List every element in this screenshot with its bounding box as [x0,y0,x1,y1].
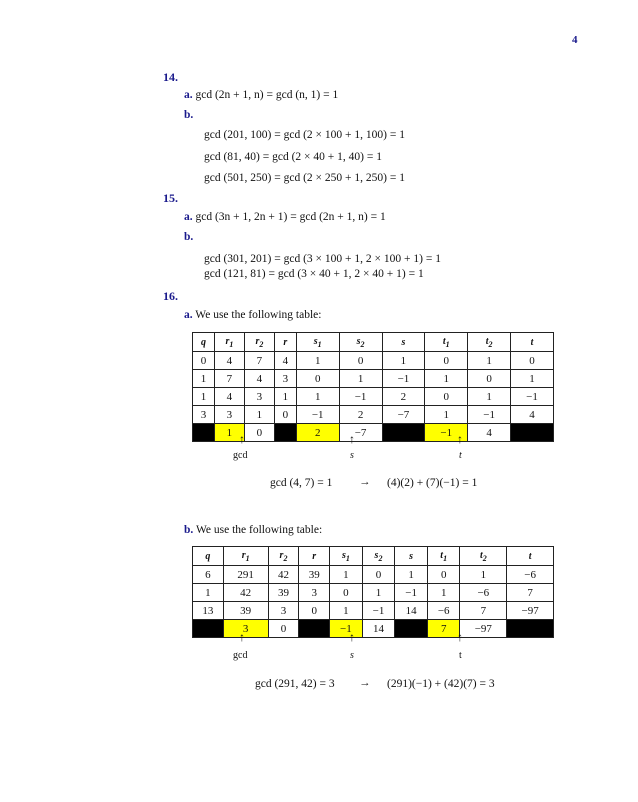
header-subscript: 1 [229,339,234,349]
arrow-gcd-b: ↑ [239,630,245,644]
label-gcd-a: gcd [233,450,248,461]
table-header-cell [427,547,460,566]
table-row [193,424,554,442]
q14-part-b [184,109,193,121]
table-row [193,388,554,406]
table-header-cell [223,547,268,566]
table-header-cell [468,333,511,352]
table-cell: 14 [362,620,395,638]
table-cell: −6 [460,584,507,602]
table-cell: 1 [511,370,554,388]
table-cell: 0 [511,352,554,370]
table-row [193,352,554,370]
q16-part-a [184,309,321,321]
table-cell: 1 [193,370,215,388]
table-cell: −7 [382,406,425,424]
q16-b-result-arrow: → [359,677,371,689]
table-cell: 39 [223,602,268,620]
table-cell: 0 [299,602,330,620]
header-symbol: s [341,549,346,561]
table-row [193,602,554,620]
table-cell: 4 [244,370,274,388]
header-subscript: 2 [378,553,383,563]
table-cell: 0 [296,370,339,388]
header-symbol: s [401,336,406,348]
q16-table-b [192,546,554,638]
q16-b-text: We use the following table: [195,524,323,536]
table-header-cell [274,333,296,352]
table-cell: 3 [223,620,268,638]
table-cell: 2 [296,424,339,442]
header-symbol: r [283,336,288,348]
q16-part-b [184,524,322,536]
header-symbol: q [200,336,206,348]
table-cell: −1 [362,602,395,620]
table-cell: 3 [214,406,244,424]
q15-part-a [184,211,386,223]
table-cell: −97 [507,602,554,620]
header-symbol: s [374,549,379,561]
header-subscript: 2 [360,339,365,349]
arrow-t-a: ↑ [457,432,463,446]
table-header-cell [382,333,425,352]
table-cell: −1 [330,620,363,638]
table-cell: 13 [193,602,224,620]
q15-part-b [184,231,193,243]
table-cell: 1 [468,352,511,370]
table-cell: 14 [395,602,428,620]
table-header-cell [362,547,395,566]
q16-table-a [192,332,554,442]
table-cell: 1 [274,388,296,406]
header-subscript: 1 [317,339,322,349]
table-header-cell [299,547,330,566]
header-symbol: s [313,335,318,347]
header-subscript: 2 [259,339,264,349]
table-cell [193,424,215,442]
table-cell: −97 [460,620,507,638]
table-cell: −7 [339,424,382,442]
table-header-cell [339,333,382,352]
table-cell [511,424,554,442]
table-cell: 0 [362,566,395,584]
table-cell: 0 [425,352,468,370]
table-cell: 6 [193,566,224,584]
table-cell: 2 [339,406,382,424]
table-cell: 3 [244,388,274,406]
header-symbol: t [530,336,534,348]
header-symbol: r [312,550,317,562]
table-cell: 4 [214,352,244,370]
header-subscript: 2 [488,339,493,349]
arrow-s-b: ↑ [349,630,355,644]
table-header-cell [507,547,554,566]
q14-b-line-1: gcd (201, 100) = gcd (2 × 100 + 1, 100) = 1 [204,129,405,141]
table-header-cell [193,333,215,352]
table-cell: 0 [425,388,468,406]
table-cell: 3 [274,370,296,388]
table-cell: 1 [330,566,363,584]
table-cell: 0 [330,584,363,602]
table-cell: −1 [382,370,425,388]
q16-a-result-left: gcd (4, 7) = 1 [270,477,333,489]
header-symbol: t [442,335,446,347]
header-symbol: r [225,335,230,347]
table-header-cell [214,333,244,352]
table-cell: −1 [511,388,554,406]
header-symbol: r [255,335,260,347]
table-cell: 42 [268,566,299,584]
header-subscript: 2 [482,553,487,563]
table-cell [507,620,554,638]
table-cell: −1 [296,406,339,424]
table-cell: 1 [427,584,460,602]
table-header-cell [268,547,299,566]
table-cell: −1 [425,424,468,442]
table-cell: 39 [299,566,330,584]
q15-a-text: gcd (3n + 1, 2n + 1) = gcd (2n + 1, n) = 1 [195,211,386,223]
table-cell: 291 [223,566,268,584]
header-symbol: s [356,335,361,347]
table-header-cell [460,547,507,566]
table-header-cell [330,547,363,566]
table-cell: 7 [507,584,554,602]
table-cell: 0 [244,424,274,442]
table-cell: 1 [395,566,428,584]
table-cell: 4 [511,406,554,424]
header-subscript: 1 [245,553,250,563]
header-symbol: t [479,549,483,561]
table-cell: 3 [193,406,215,424]
table-cell: 1 [193,584,224,602]
table-cell: −1 [395,584,428,602]
q14-part-a [184,89,338,101]
q16-b-result-left: gcd (291, 42) = 3 [255,678,335,690]
header-symbol: t [440,549,444,561]
table-cell [299,620,330,638]
table-cell: 1 [425,370,468,388]
table-cell: 1 [460,566,507,584]
table-cell: 1 [296,352,339,370]
table-header-cell [193,547,224,566]
header-symbol: r [241,549,246,561]
q16-b-result-right: (291)(−1) + (42)(7) = 3 [387,678,495,690]
q16-a-result-arrow: → [359,476,371,488]
label-gcd-b: gcd [233,650,248,661]
header-symbol: r [279,549,284,561]
table-row [193,620,554,638]
table-cell: 3 [299,584,330,602]
question-16-number: 16. [163,289,178,303]
q14-b-label: b. [184,109,194,121]
table-header-cell [244,333,274,352]
table-header-row [193,333,554,352]
table-cell: 1 [468,388,511,406]
question-15-number: 15. [163,191,178,205]
q16-a-text: We use the following table: [195,309,322,321]
table-cell: 4 [214,388,244,406]
table-row [193,566,554,584]
header-symbol: t [485,335,489,347]
table-cell: 7 [214,370,244,388]
table-cell: 0 [339,352,382,370]
label-t-a: t [459,450,462,461]
table-cell: −6 [427,602,460,620]
q15-a-label: a. [184,211,193,223]
table-cell: 0 [268,620,299,638]
header-symbol: q [205,550,211,562]
table-cell: 0 [193,352,215,370]
question-14-number: 14. [163,70,178,84]
table-cell: 0 [427,566,460,584]
table-header-cell [511,333,554,352]
table-cell: 1 [425,406,468,424]
arrow-s-a: ↑ [349,432,355,446]
q15-b-line-1: gcd (301, 201) = gcd (3 × 100 + 1, 2 × 100 + 1) = 1 [204,253,441,265]
table-cell: 7 [244,352,274,370]
q15-b-label: b. [184,231,194,243]
page-number: 4 [572,34,578,46]
header-symbol: t [528,550,532,562]
table-cell: −1 [468,406,511,424]
label-s-a: s [350,450,354,461]
table-cell: −6 [507,566,554,584]
table-cell: 1 [296,388,339,406]
label-t-b: t [459,650,462,661]
table-cell: 1 [382,352,425,370]
q14-b-line-3: gcd (501, 250) = gcd (2 × 250 + 1, 250) = 1 [204,172,405,184]
table-cell: −1 [339,388,382,406]
table-cell [395,620,428,638]
table-cell: 4 [468,424,511,442]
table-cell: 3 [268,602,299,620]
table-header-cell [395,547,428,566]
table-cell: 4 [274,352,296,370]
table-cell: 39 [268,584,299,602]
header-subscript: 1 [445,339,450,349]
arrow-t-b: ↑ [457,630,463,644]
table-cell: 42 [223,584,268,602]
table-header-cell [296,333,339,352]
table-header-cell [425,333,468,352]
table-cell: 1 [330,602,363,620]
label-s-b: s [350,650,354,661]
table-cell: 1 [244,406,274,424]
table-row [193,406,554,424]
arrow-gcd-a: ↑ [239,432,245,446]
table-cell: 1 [362,584,395,602]
header-symbol: s [409,550,414,562]
table-row [193,584,554,602]
table-row [193,370,554,388]
header-subscript: 2 [283,553,288,563]
table-cell: 1 [339,370,382,388]
table-cell [382,424,425,442]
q14-b-line-2: gcd (81, 40) = gcd (2 × 40 + 1, 40) = 1 [204,151,382,163]
q14-a-text: gcd (2n + 1, n) = gcd (n, 1) = 1 [195,89,339,101]
table-cell [274,424,296,442]
table-cell: 0 [274,406,296,424]
q16-a-result-right: (4)(2) + (7)(−1) = 1 [387,477,478,489]
header-subscript: 1 [443,553,448,563]
table-cell: 2 [382,388,425,406]
table-cell [193,620,224,638]
q16-a-label: a. [184,309,193,321]
table-cell: 1 [214,424,244,442]
table-cell: 0 [468,370,511,388]
table-cell: 7 [427,620,460,638]
table-cell: 7 [460,602,507,620]
q15-b-line-2: gcd (121, 81) = gcd (3 × 40 + 1, 2 × 40 + 1) = 1 [204,268,424,280]
table-header-row [193,547,554,566]
q14-a-label: a. [184,89,193,101]
table-cell: 1 [193,388,215,406]
q16-b-label: b. [184,524,194,536]
header-subscript: 1 [345,553,350,563]
